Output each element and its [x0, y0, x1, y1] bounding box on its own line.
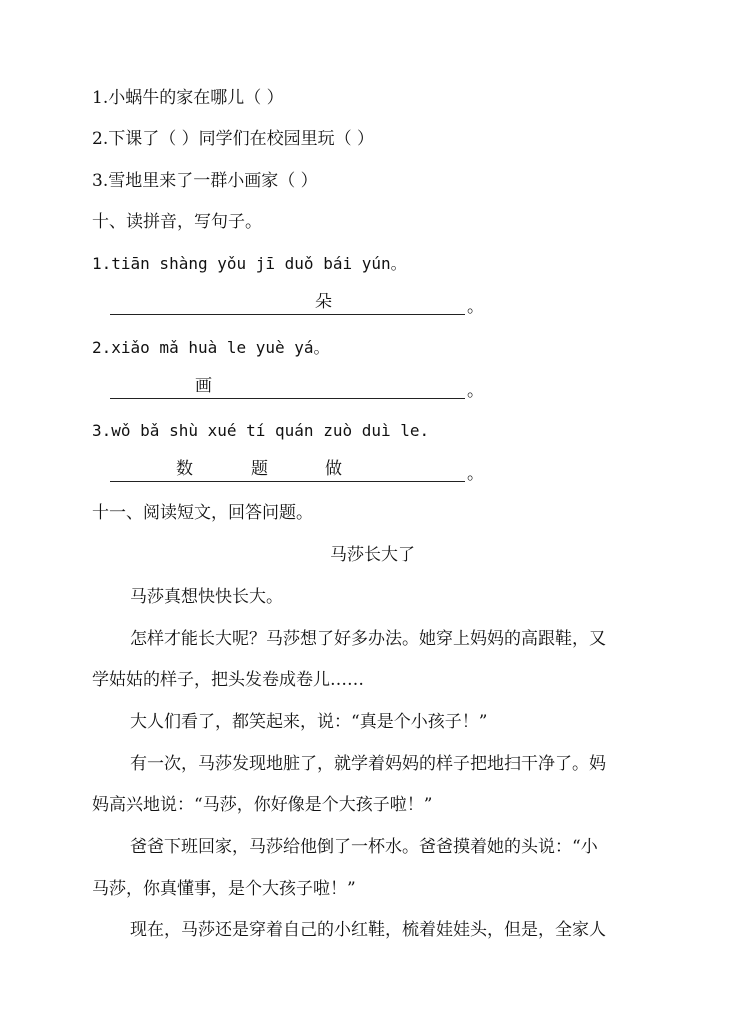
- q9-item-1: 1.小蜗牛的家在哪儿（ ）: [92, 88, 284, 108]
- answer-period: 。: [467, 464, 484, 484]
- q9-item-2: 2.下课了（ ）同学们在校园里玩（ ）: [92, 129, 375, 149]
- passage-line: 现在，马莎还是穿着自己的小红鞋，梳着娃娃头，但是，全家人: [130, 920, 606, 940]
- passage-line: 妈高兴地说：“马莎，你好像是个大孩子啦！”: [92, 795, 433, 815]
- passage-line: 大人们看了，都笑起来，说：“真是个小孩子！”: [130, 712, 488, 732]
- hint-character: 画: [195, 376, 212, 396]
- passage-title: 马莎长大了: [330, 545, 415, 565]
- q10-pinyin-1: 1.tiān shàng yǒu jī duǒ bái yún。: [92, 254, 407, 273]
- passage-line: 有一次，马莎发现地脏了，就学着妈妈的样子把地扫干净了。妈: [130, 754, 606, 774]
- q9-item-3: 3.雪地里来了一群小画家（ ）: [92, 171, 318, 191]
- passage-line: 马莎真想快快长大。: [130, 587, 283, 607]
- passage-line: 怎样才能长大呢？马莎想了好多办法。她穿上妈妈的高跟鞋，又: [130, 629, 606, 649]
- q10-pinyin-3: 3.wǒ bǎ shù xué tí quán zuò duì le.: [92, 421, 430, 440]
- hint-character: 做: [325, 459, 342, 479]
- hint-character: 数: [176, 459, 193, 479]
- hint-character: 朵: [315, 292, 332, 312]
- answer-period: 。: [467, 381, 484, 401]
- passage-line: 学姑姑的样子，把头发卷成卷儿……: [92, 670, 364, 690]
- q10-pinyin-2: 2.xiǎo mǎ huà le yuè yá。: [92, 338, 330, 357]
- passage-line: 爸爸下班回家，马莎给他倒了一杯水。爸爸摸着她的头说：“小: [130, 837, 598, 857]
- q10-answer-line-3[interactable]: [110, 455, 465, 482]
- q10-answer-line-1[interactable]: [110, 288, 465, 315]
- answer-period: 。: [467, 297, 484, 317]
- q11-heading: 十一、阅读短文，回答问题。: [92, 503, 313, 523]
- q10-heading: 十、读拼音，写句子。: [92, 212, 262, 232]
- q10-answer-line-2[interactable]: [110, 372, 465, 399]
- hint-character: 题: [251, 459, 268, 479]
- passage-line: 马莎，你真懂事，是个大孩子啦！”: [92, 879, 356, 899]
